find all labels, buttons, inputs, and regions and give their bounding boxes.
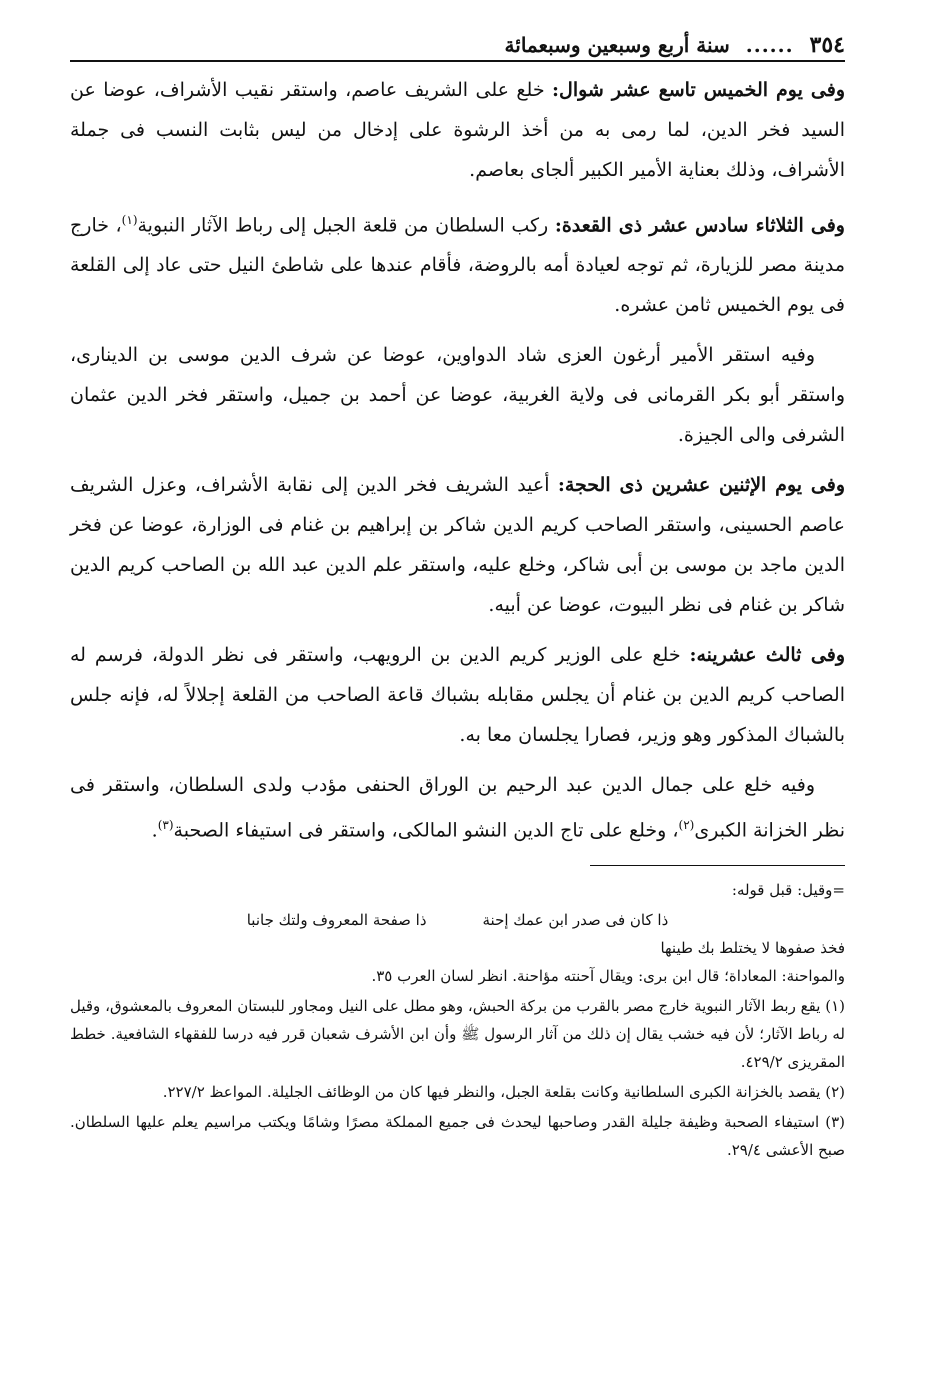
paragraph-1 <box>70 70 845 190</box>
footnote-separator <box>590 865 845 866</box>
paragraph-lead: وفى ثالث عشرينه: <box>689 644 846 667</box>
paragraph-text: خلع على الوزير كريم الدين بن الرويهب، واستقر فى نظر الدولة، فرسم له الصاحب كريم الدين بن غنام أن يجلس مقابله بشباك قاعة الصاحب من القلعة إجلالاً له، فإنه جلس بالشباك المذكور وهو وزير، فصارا يجلسان معا به. <box>70 644 845 747</box>
verse-hemistich-right: ذا كان فى صدر ابن عمك إحنة <box>482 910 669 929</box>
verse-line-2: فخذ صفوها لا يختلط بك طينها <box>660 938 845 957</box>
paragraph-5 <box>70 635 845 755</box>
paragraph-text: خلع على الشريف عاصم، واستقر نقيب الأشراف، عوضا عن السيد فخر الدين، لما رمى به من أخذ الرشوة على إدخال من ليس بثابت النسب فى جملة الأشراف، وذلك بعناية الأمير الكبير ألجاى بعاصم. <box>70 79 845 181</box>
footnote-ref-2: (٢) <box>678 818 695 833</box>
header-dots: ...... <box>745 33 794 57</box>
paragraph-4 <box>70 465 845 625</box>
paragraph-text: وفيه خلع على جمال الدين عبد الرحيم بن الوراق الحنفى مؤدب ولدى السلطان، واستقر فى نظر الخزانة الكبرى <box>70 774 845 842</box>
paragraph-text-cont: ، خارج مدينة مصر للزيارة، ثم توجه لعيادة أمه بالروضة، فأقام عندها على شاطئ النيل حتى عاد إلى القلعة فى يوم الخميس ثامن عشره. <box>70 214 845 317</box>
footnote-ref-1: (١) <box>121 213 138 227</box>
paragraph-text: أعيد الشريف فخر الدين إلى نقابة الأشراف، وعزل الشريف عاصم الحسينى، واستقر الصاحب كريم الدين شاكر بن إبراهيم بن غنام فى الوزارة، عوضا عن فخر الدين ماجد بن موسى بن أبى شاكر، وخلع عليه، واستقر علم الدين عبد الله بن الصاحب كريم الدين شاكر بن غنام فى نظر البيوت، عوضا عن أبيه. <box>70 474 845 617</box>
footnote-gloss: والمواحنة: المعاداة؛ قال ابن برى: ويقال آحنته مؤاحنة. انظر لسان العرب ٣٥. <box>371 966 845 985</box>
paragraph-lead: وفى الثلاثاء سادس عشر ذى القعدة: <box>554 214 845 237</box>
paragraph-text-end: . <box>151 819 158 842</box>
paragraph-lead: وفى يوم الخميس تاسع عشر شوال: <box>552 79 845 101</box>
page-number: ٣٥٤ <box>809 32 845 58</box>
paragraph-text-mid: ، وخلع على تاج الدين النشو المالكى، واستقر فى استيفاء الصحبة <box>173 819 679 842</box>
main-text <box>70 70 845 851</box>
footnote-1: (١) يقع ربط الآثار النبوية خارج مصر بالقرب من بركة الحبش، وهو مطل على النيل ومجاور للبستان المعروف بالمعشوق، وقيل له رباط الآثار؛ لأن فيه خشب يقال إن ذلك من آثار الرسول ﷺ وأن ابن الأشرف شعبان قرر فيه درسا للفقهاء الشافعية. خطط المقريزى ٤٢٩/٢. <box>70 996 845 1071</box>
paragraph-text: وفيه استقر الأمير أرغون العزى شاد الدواوين، عوضا عن شرف الدين موسى بن الدينارى، واستقر أبو بكر القرمانى فى ولاية الغربية، عوضا عن أحمد بن جميل، واستقر فخر الدين عثمان الشرفى والى الجيزة. <box>70 344 845 447</box>
paragraph-3 <box>70 335 845 455</box>
footnotes <box>70 876 845 1164</box>
verse-hemistich-left: ذا صفحة المعروف ولتك جانبا <box>246 910 427 929</box>
footnote-continuation-intro: =وقيل: قبل قوله: <box>731 880 845 899</box>
footnote-2: (٢) يقصد بالخزانة الكبرى السلطانية وكانت بقلعة الجبل، والنظر فيها كان من الوظائف الجليلة. المواعظ ٢٢٧/٢. <box>162 1082 845 1101</box>
paragraph-2 <box>70 200 845 325</box>
paragraph-6 <box>70 765 845 850</box>
book-page <box>70 26 845 1356</box>
paragraph-lead: وفى يوم الإثنين عشرين ذى الحجة: <box>557 474 845 497</box>
verse-line-1 <box>70 906 845 934</box>
running-header <box>70 26 845 62</box>
footnote-3: (٣) استيفاء الصحبة وظيفة جليلة القدر وصاحبها ليحدث فى جميع المملكة مصرًا وشامًا ويكتب مراسيم يعلم عليها السلطان. صبح الأعشى ٢٩/٤. <box>70 1112 845 1159</box>
footnote-ref-3: (٣) <box>157 818 174 833</box>
paragraph-text: ركب السلطان من قلعة الجبل إلى رباط الآثار النبوية <box>137 214 555 237</box>
running-title: سنة أربع وسبعين وسبعمائة <box>504 33 730 57</box>
